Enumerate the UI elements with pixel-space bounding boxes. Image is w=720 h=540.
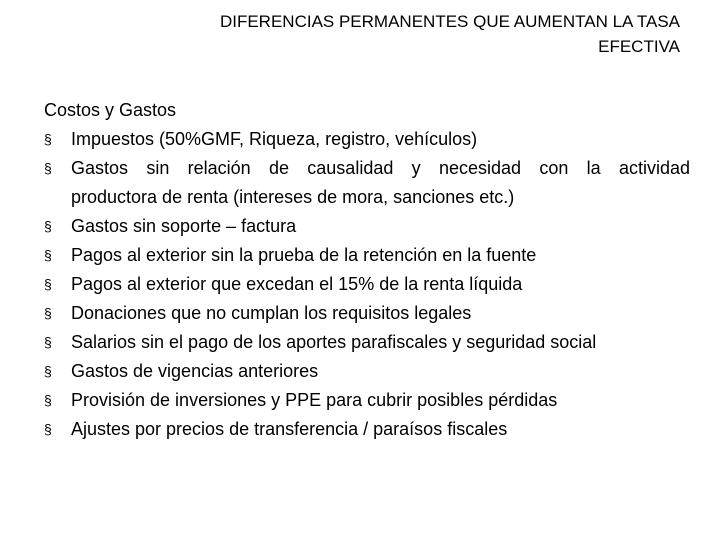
list-item xyxy=(44,270,690,299)
list-item-text-line-1: Gastos sin relación de causalidad y necesidad con la actividad xyxy=(71,158,690,178)
list-item xyxy=(44,415,690,444)
slide-title xyxy=(80,9,680,59)
list-item xyxy=(44,386,690,415)
slide-title-line-1: DIFERENCIAS PERMANENTES QUE AUMENTAN LA TASA xyxy=(219,12,680,31)
slide-title-line-2: EFECTIVA xyxy=(598,37,680,56)
bullet-icon: § xyxy=(44,421,52,437)
bullet-icon: § xyxy=(44,218,52,234)
bullet-icon: § xyxy=(44,305,52,321)
list-item xyxy=(44,125,690,154)
list-item xyxy=(44,357,690,386)
list-item-text: Pagos al exterior que excedan el 15% de la renta líquida xyxy=(71,274,523,294)
list-item-text: Gastos sin soporte – factura xyxy=(71,216,297,236)
bullet-icon: § xyxy=(44,276,52,292)
bullet-icon: § xyxy=(44,392,52,408)
list-item xyxy=(44,328,690,357)
list-item-text: Salarios sin el pago de los aportes parafiscales y seguridad social xyxy=(71,332,597,352)
list-item-text: Pagos al exterior sin la prueba de la retención en la fuente xyxy=(71,245,537,265)
section-heading: Costos y Gastos xyxy=(44,100,177,120)
list-item-text: Impuestos (50%GMF, Riqueza, registro, vehículos) xyxy=(71,129,478,149)
list-item-text: Provisión de inversiones y PPE para cubrir posibles pérdidas xyxy=(71,390,558,410)
bullet-icon: § xyxy=(44,363,52,379)
list-item xyxy=(44,241,690,270)
bullet-icon: § xyxy=(44,247,52,263)
bullet-icon: § xyxy=(44,131,52,147)
list-item-text-line-2: productora de renta (intereses de mora, sanciones etc.) xyxy=(71,187,515,207)
list-item xyxy=(44,299,690,328)
list-item xyxy=(44,154,690,212)
list-item-text: Gastos de vigencias anteriores xyxy=(71,361,319,381)
bullet-list xyxy=(44,125,690,444)
bullet-icon: § xyxy=(44,160,52,176)
slide-content xyxy=(44,96,690,444)
bullet-icon: § xyxy=(44,334,52,350)
list-item-text: Ajustes por precios de transferencia / paraísos fiscales xyxy=(71,419,508,439)
list-item xyxy=(44,212,690,241)
list-item-text: Donaciones que no cumplan los requisitos legales xyxy=(71,303,472,323)
